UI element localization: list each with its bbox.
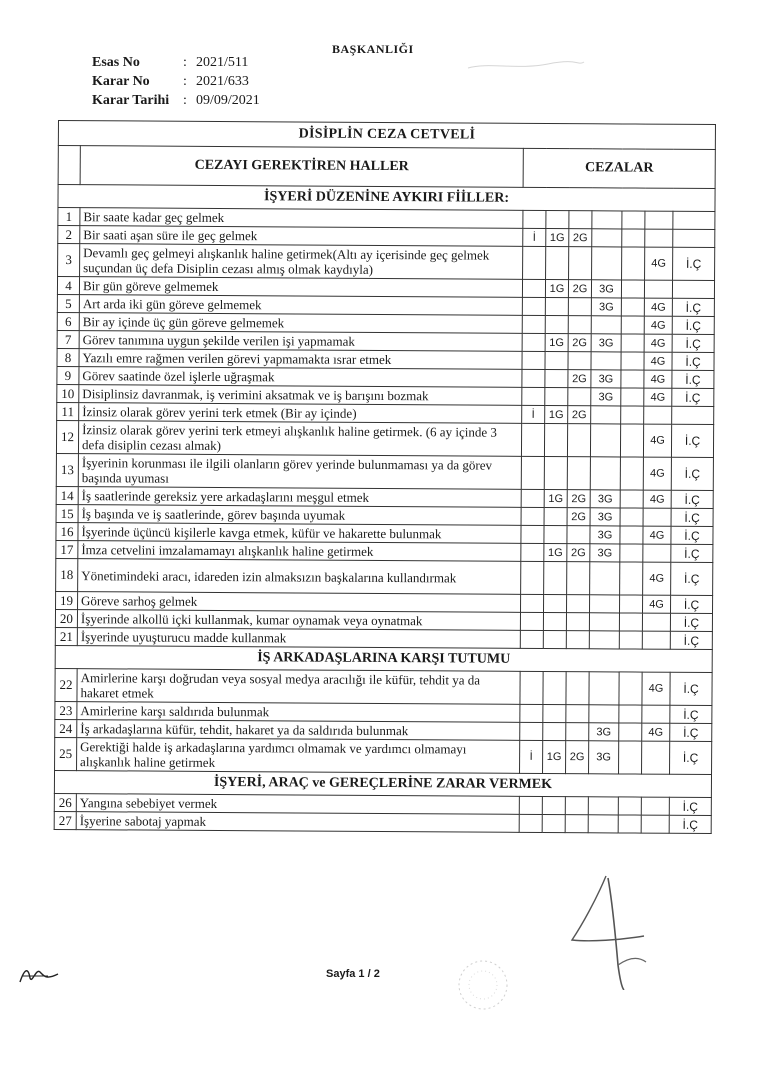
penalty-cell: 3G (590, 508, 620, 526)
penalty-cell (520, 630, 543, 648)
penalty-cell (642, 741, 670, 774)
penalty-cell (522, 297, 545, 315)
penalty-cell (621, 388, 644, 406)
penalty-cell: İ (520, 740, 543, 773)
penalty-cell (521, 561, 544, 594)
offense-description: İzinsiz olarak görev yerini terk etmek (Bir ay içinde) (79, 403, 522, 424)
penalty-cell: 2G (567, 490, 590, 508)
penalty-cell: İ.Ç (671, 562, 713, 595)
row-number: 21 (55, 627, 77, 645)
penalty-cell (590, 562, 620, 595)
offense-description: Amirlerine karşı doğrudan veya sosyal medya aracılığı ile küfür, tehdit ya da hakaret etmek (77, 669, 520, 705)
corner-cell (58, 146, 80, 185)
penalty-cell (644, 280, 672, 298)
penalty-cell (521, 489, 544, 507)
penalty-cell (522, 333, 545, 351)
penalty-cell (521, 594, 544, 612)
penalty-cell (521, 456, 544, 489)
penalty-cell (591, 316, 621, 334)
penalty-cell (546, 210, 569, 228)
penalty-cell (620, 562, 643, 595)
penalty-cell: İ.Ç (672, 316, 714, 334)
penalty-cell: 2G (568, 370, 591, 388)
row-number: 25 (55, 737, 77, 770)
penalty-cell: İ.Ç (672, 334, 714, 352)
table-row (55, 737, 712, 774)
row-number: 18 (56, 558, 78, 591)
penalty-cell: 4G (642, 723, 670, 741)
penalty-cell (672, 406, 714, 424)
faint-stamp-residue (458, 40, 588, 80)
penalty-cell (566, 672, 589, 705)
penalty-cell (592, 247, 622, 280)
table-row (58, 244, 715, 281)
penalty-cell (545, 297, 568, 315)
penalty-cell (521, 525, 544, 543)
penalty-cell (521, 423, 544, 456)
penalty-cell: İ.Ç (671, 526, 713, 544)
penalty-cell: 3G (590, 526, 620, 544)
penalty-cell (569, 211, 592, 229)
offense-description: Bir saate kadar geç gelmek (80, 208, 523, 229)
decision-no-label: Karar No (92, 74, 150, 89)
penalty-cell: 1G (545, 333, 568, 351)
signature (18, 962, 62, 986)
seal-stamp (448, 955, 518, 1015)
row-number: 8 (57, 348, 79, 366)
penalty-cell: 3G (591, 280, 621, 298)
penalty-cell: İ.Ç (671, 424, 713, 457)
row-number: 13 (56, 453, 78, 486)
penalty-cell (543, 671, 566, 704)
table-row (54, 811, 711, 833)
penalty-cell (522, 387, 545, 405)
penalty-cell: İ (523, 228, 546, 246)
penalty-cell (523, 210, 546, 228)
penalty-cell (643, 508, 671, 526)
penalty-cell: 3G (591, 298, 621, 316)
penalty-cell: 4G (644, 334, 672, 352)
penalty-cell: 1G (544, 489, 567, 507)
penalty-cell (588, 815, 618, 833)
offense-description: Gerektiği halde iş arkadaşlarına yardımcı olmamak ve yardımcı olmamayı alışkanlık haline getirmek (77, 738, 520, 774)
penalty-cell (620, 457, 643, 490)
penalty-cell (591, 352, 621, 370)
penalty-cell (522, 315, 545, 333)
penalty-cell (568, 298, 591, 316)
penalty-cell (519, 796, 542, 814)
penalty-cell: 1G (545, 405, 568, 423)
penalty-cell (621, 352, 644, 370)
cases-column-header: CEZAYI GEREKTİREN HALLER (80, 146, 523, 188)
penalty-cell (644, 406, 672, 424)
offense-description: Devamlı geç gelmeyi alışkanlık haline getirmek(Altı ay içerisinde geç gelmek suçundan üç defa Disiplin cezası almış olmak kaydıyla) (80, 244, 523, 280)
decision-date-row (92, 91, 260, 110)
table-row (56, 558, 713, 595)
offense-description: Göreve sarhoş gelmek (78, 592, 521, 613)
offense-description: İş başında ve iş saatlerinde, görev başında uyumak (78, 505, 521, 526)
penalty-cell: 2G (568, 334, 591, 352)
penalty-cell (520, 671, 543, 704)
offense-description: İş saatlerinde gereksiz yere arkadaşlarını meşgul etmek (78, 487, 521, 508)
penalty-cell (523, 246, 546, 279)
penalty-cell (522, 351, 545, 369)
penalty-cell (619, 723, 642, 741)
penalty-cell (568, 316, 591, 334)
penalty-cell (589, 613, 619, 631)
penalty-cell: 4G (644, 316, 672, 334)
penalty-cell (592, 229, 622, 247)
row-number: 3 (58, 244, 80, 277)
penalty-cell: İ.Ç (670, 705, 712, 723)
penalty-cell (590, 457, 620, 490)
penalty-cell (566, 613, 589, 631)
penalty-cell (645, 229, 673, 247)
row-number: 10 (57, 384, 79, 402)
penalty-cell: 3G (591, 388, 621, 406)
row-number: 4 (57, 277, 79, 295)
penalty-cell (619, 705, 642, 723)
penalty-cell (641, 815, 669, 833)
penalty-cell (621, 370, 644, 388)
page-number: Sayfa 1 / 2 (326, 968, 380, 980)
penalty-cell: 1G (545, 279, 568, 297)
penalty-cell: İ.Ç (672, 298, 714, 316)
case-info (92, 53, 260, 110)
penalty-cell: 4G (644, 298, 672, 316)
penalty-cell (673, 229, 715, 247)
penalty-cell (619, 613, 642, 631)
penalty-cell (565, 815, 588, 833)
penalty-table (54, 120, 716, 834)
offense-description: Bir ay içinde üç gün göreve gelmemek (79, 313, 522, 334)
penalty-cell (642, 631, 670, 649)
penalty-cell (545, 387, 568, 405)
penalty-cell (546, 246, 569, 279)
penalty-cell (567, 526, 590, 544)
offense-description: İşyerinde üçüncü kişilerle kavga etmek, küfür ve hakarette bulunmak (78, 523, 521, 544)
penalty-cell: 3G (590, 490, 620, 508)
penalty-cell: 1G (543, 740, 566, 773)
penalty-cell: 3G (589, 723, 619, 741)
penalty-cell (619, 631, 642, 649)
penalty-cell: 1G (544, 543, 567, 561)
penalty-cell: İ.Ç (670, 631, 712, 649)
penalty-cell (622, 247, 645, 280)
penalty-cell (589, 595, 619, 613)
decision-no-value: 2021/633 (196, 74, 249, 89)
decision-date-label: Karar Tarihi (92, 93, 170, 108)
penalty-cell (567, 424, 590, 457)
row-number: 22 (55, 668, 77, 701)
penalty-cell: 4G (644, 370, 672, 388)
row-number: 7 (57, 330, 79, 348)
offense-description: İşyerinde uyuşturucu madde kullanmak (77, 628, 520, 649)
penalty-cell: 4G (643, 424, 671, 457)
penalty-cell: 4G (643, 562, 671, 595)
penalty-cell: 4G (642, 672, 670, 705)
section-heading: İŞ ARKADAŞLARINA KARŞI TUTUMU (55, 645, 712, 672)
handwritten-mark (560, 870, 650, 990)
institution-heading: BAŞKANLIĞI (332, 42, 414, 56)
offense-description: İş arkadaşlarına küfür, tehdit, hakaret ya da saldırıda bulunmak (77, 720, 520, 741)
row-number: 2 (58, 226, 80, 244)
penalty-cell (642, 705, 670, 723)
case-no-row (92, 53, 260, 72)
penalty-cell: 4G (643, 526, 671, 544)
penalty-cell: İ.Ç (672, 352, 714, 370)
offense-description: Amirlerine karşı saldırıda bulunmak (77, 702, 520, 723)
row-number: 12 (56, 420, 78, 453)
penalty-cell (568, 388, 591, 406)
penalty-cell (566, 723, 589, 741)
penalty-cell: İ.Ç (670, 613, 712, 631)
penalty-cell (545, 351, 568, 369)
penalty-cell: İ.Ç (670, 723, 712, 741)
penalty-cell (589, 672, 619, 705)
penalty-cell (565, 797, 588, 815)
penalty-cell: 2G (569, 229, 592, 247)
penalty-cell: 4G (645, 247, 673, 280)
offense-description: İmza cetvelini imzalamamayı alışkanlık haline getirmek (78, 541, 521, 562)
row-number: 24 (55, 719, 77, 737)
penalty-cell (620, 526, 643, 544)
offense-description: Görev tanımına uygun şekilde verilen işi yapmamak (79, 331, 522, 352)
row-number: 23 (55, 701, 77, 719)
row-number: 16 (56, 522, 78, 540)
penalty-cell: İ.Ç (670, 672, 712, 705)
penalty-cell (618, 815, 641, 833)
penalty-cell: İ.Ç (669, 815, 711, 833)
penalty-cell (620, 424, 643, 457)
penalty-cell (544, 423, 567, 456)
penalty-cell: İ.Ç (672, 388, 714, 406)
offense-description: Art arda iki gün göreve gelmemek (79, 295, 522, 316)
penalty-cell (543, 612, 566, 630)
penalty-cell (543, 704, 566, 722)
penalty-cell (566, 705, 589, 723)
section-heading: İŞYERİ, ARAÇ ve GEREÇLERİNE ZARAR VERMEK (54, 770, 711, 797)
penalty-cell (544, 561, 567, 594)
penalty-cell (566, 631, 589, 649)
penalty-cell (591, 406, 621, 424)
penalty-cell (521, 507, 544, 525)
decision-date-value: 09/09/2021 (196, 93, 260, 108)
penalty-cell (569, 247, 592, 280)
penalty-cell (619, 672, 642, 705)
penalty-cell (522, 369, 545, 387)
penalty-cell: 2G (567, 508, 590, 526)
penalty-cell (622, 229, 645, 247)
penalty-cell (618, 797, 641, 815)
row-number: 26 (54, 793, 76, 811)
penalty-cell (519, 814, 542, 832)
penalty-cell: İ.Ç (673, 247, 715, 280)
penalty-cell: İ.Ç (670, 595, 712, 613)
penalty-cell: 2G (567, 544, 590, 562)
penalty-cell (673, 211, 715, 229)
penalty-cell (567, 457, 590, 490)
offense-description: İşyerinde alkollü içki kullanmak, kumar oynamak veya oynatmak (77, 610, 520, 631)
offense-description: İşyerinin korunması ile ilgili olanların görev yerinde bulunmaması ya da görev başında uyuması (78, 454, 521, 490)
penalty-cell (589, 631, 619, 649)
penalty-cell: İ.Ç (670, 741, 712, 774)
penalty-cell (620, 490, 643, 508)
penalty-cell: 3G (589, 741, 619, 774)
penalty-cell: 4G (642, 595, 670, 613)
penalty-cell (588, 797, 618, 815)
penalty-cell (544, 456, 567, 489)
penalty-cell (619, 741, 642, 774)
offense-description: Yazılı emre rağmen verilen görevi yapmamakta ısrar etmek (79, 349, 522, 370)
penalty-cell: 4G (644, 352, 672, 370)
penalty-cell: İ.Ç (671, 544, 713, 562)
penalty-cell (621, 280, 644, 298)
penalty-cell: İ.Ç (669, 797, 711, 815)
penalty-cell (543, 630, 566, 648)
penalty-cell: İ.Ç (671, 457, 713, 490)
row-number: 20 (55, 609, 77, 627)
penalty-cell: İ.Ç (671, 490, 713, 508)
penalty-cell: 2G (566, 741, 589, 774)
penalty-cell (543, 722, 566, 740)
penalty-cell (522, 279, 545, 297)
row-number: 9 (57, 366, 79, 384)
offense-description: Bir saati aşan süre ile geç gelmek (80, 226, 523, 247)
penalty-cell (545, 315, 568, 333)
section-heading: İŞYERİ DÜZENİNE AYKIRI FİİLLER: (58, 185, 715, 212)
penalty-cell: 2G (568, 280, 591, 298)
row-number: 14 (56, 486, 78, 504)
decision-no-colon: : (183, 74, 187, 89)
table-title: DİSİPLİN CEZA CETVELİ (58, 121, 715, 150)
table-row (56, 453, 713, 490)
penalty-cell (590, 424, 620, 457)
penalty-cell (568, 352, 591, 370)
penalty-cell (645, 211, 673, 229)
penalty-cell (567, 562, 590, 595)
penalty-cell (545, 369, 568, 387)
penalty-cell: 2G (568, 406, 591, 424)
offense-description: Görev saatinde özel işlerle uğraşmak (79, 367, 522, 388)
decision-date-colon: : (183, 93, 187, 108)
row-number: 1 (58, 208, 80, 226)
offense-description: İzinsiz olarak görev yerini terk etmeyi alışkanlık haline getirmek. (6 ay içinde 3 defa disiplin cezası almak) (78, 421, 521, 457)
penalty-cell (592, 211, 622, 229)
penalty-cell: İ.Ç (671, 508, 713, 526)
penalty-cell (542, 814, 565, 832)
penalty-cell (544, 525, 567, 543)
penalty-cell (520, 704, 543, 722)
penalty-cell (544, 594, 567, 612)
penalty-cell: 3G (591, 370, 621, 388)
penalty-cell (521, 543, 544, 561)
penalty-cell: 1G (546, 228, 569, 246)
row-number: 17 (56, 540, 78, 558)
penalty-cell: 4G (643, 490, 671, 508)
table-row (56, 420, 713, 457)
decision-no-row (92, 72, 260, 91)
penalty-cell (567, 595, 590, 613)
penalty-cell (520, 612, 543, 630)
penalty-cell (672, 280, 714, 298)
penalty-cell (643, 544, 671, 562)
penalties-column-header: CEZALAR (523, 148, 715, 188)
table-row (55, 668, 712, 705)
penalty-cell (520, 722, 543, 740)
penalty-cell (641, 797, 669, 815)
row-number: 6 (57, 312, 79, 330)
penalty-cell (620, 544, 643, 562)
penalty-cell (621, 334, 644, 352)
offense-description: Disiplinsiz davranmak, iş verimini aksatmak ve iş barışını bozmak (79, 385, 522, 406)
penalty-cell: 4G (643, 457, 671, 490)
row-number: 19 (56, 591, 78, 609)
case-no-label: Esas No (92, 55, 140, 70)
penalty-cell: İ.Ç (672, 370, 714, 388)
offense-description: Yangına sebebiyet vermek (76, 794, 519, 815)
penalty-cell (542, 796, 565, 814)
row-number: 15 (56, 504, 78, 522)
penalty-cell (544, 507, 567, 525)
penalty-cell (642, 613, 670, 631)
penalty-cell: 4G (644, 388, 672, 406)
penalty-cell: İ (522, 405, 545, 423)
penalty-cell (621, 406, 644, 424)
penalty-cell: 3G (591, 334, 621, 352)
penalty-cell (621, 316, 644, 334)
offense-description: İşyerine sabotaj yapmak (76, 812, 519, 833)
row-number: 5 (57, 294, 79, 312)
penalty-cell (619, 595, 642, 613)
penalty-cell: 3G (590, 544, 620, 562)
offense-description: Yönetimindeki aracı, idareden izin almaksızın başkalarına kullandırmak (78, 559, 521, 595)
case-no-value: 2021/511 (196, 55, 249, 70)
penalty-cell (620, 508, 643, 526)
penalty-cell (589, 705, 619, 723)
offense-description: Bir gün göreve gelmemek (79, 277, 522, 298)
case-no-colon: : (183, 55, 187, 70)
row-number: 27 (54, 811, 76, 829)
row-number: 11 (57, 402, 79, 420)
penalty-cell (621, 298, 644, 316)
penalty-cell (622, 211, 645, 229)
